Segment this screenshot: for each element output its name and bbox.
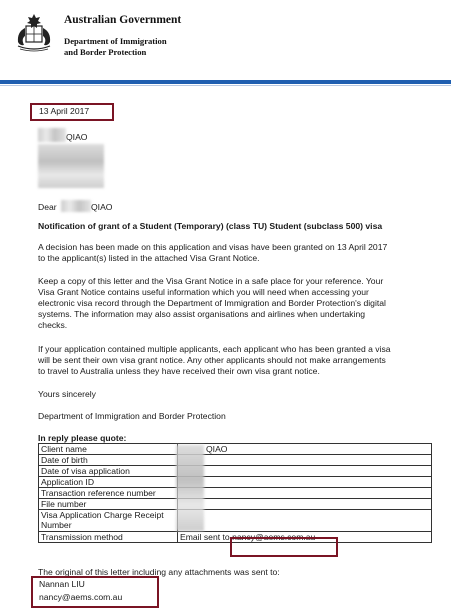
table-row: [39, 466, 432, 477]
paragraph-decision: [38, 242, 438, 264]
row-value: [178, 455, 432, 466]
reply-reference-table: [38, 443, 432, 543]
row-value: [178, 477, 432, 488]
sent-to-text: The original of this letter including any attachments was sent to:: [38, 567, 280, 577]
table-row: [39, 510, 432, 532]
row-label: Date of visa application: [39, 466, 178, 477]
closing: Yours sincerely: [38, 389, 96, 399]
row-value: [178, 444, 432, 455]
paragraph-line: will be sent their own visa grant notice. Any other applicants should not make arrangements: [38, 355, 386, 365]
row-label: Client name: [39, 444, 178, 455]
redacted-table-values: [176, 445, 204, 531]
row-value: [178, 466, 432, 477]
redacted-address: [38, 144, 104, 188]
row-label: Visa Application Charge Receipt Number: [39, 510, 178, 532]
header-rule-secondary: [0, 85, 451, 86]
table-row: [39, 499, 432, 510]
paragraph-line: checks.: [38, 320, 68, 330]
paragraph-line: If your application contained multiple applicants, each applicant who has been granted a visa: [38, 344, 391, 354]
row-label: Date of birth: [39, 455, 178, 466]
transmission-email: nancy@aems.com.au: [232, 532, 316, 542]
department-line-1: Department of Immigration: [64, 36, 167, 46]
signature: Department of Immigration and Border Protection: [38, 411, 226, 421]
salutation: Dear: [38, 202, 57, 212]
department-line-2: and Border Protection: [64, 47, 147, 57]
transmission-text: Email sent to: [180, 532, 230, 542]
paragraph-multiple-applicants: [38, 344, 438, 377]
row-label: File number: [39, 499, 178, 510]
coat-of-arms-icon: [12, 12, 56, 52]
salutation-surname: QIAO: [91, 202, 113, 212]
paragraph-line: to travel to Australia unless they have received their own visa grant notice.: [38, 366, 320, 376]
row-value: [178, 488, 432, 499]
paragraph-line: systems. The information may also assist organisations and airlines when undertaking: [38, 309, 366, 319]
department-name: [64, 36, 167, 58]
paragraph-line: electronic visa record through the Department of Immigration and Border Protection's digital: [38, 298, 386, 308]
header-rule: [0, 80, 451, 84]
paragraph-line: Visa Grant Notice contains useful information which you will need when accessing your: [38, 287, 369, 297]
row-value: [178, 510, 432, 532]
row-label: Transmission method: [39, 532, 178, 543]
government-name: Australian Government: [64, 14, 182, 26]
letter-subject: Notification of grant of a Student (Temporary) (class TU) Student (subclass 500) visa: [38, 221, 383, 231]
redacted-recipient-name: [38, 128, 66, 142]
row-label: Transaction reference number: [39, 488, 178, 499]
row-value: [178, 499, 432, 510]
recipient-surname: QIAO: [66, 132, 88, 142]
letter-date: 13 April 2017: [39, 106, 90, 116]
sent-to-email: nancy@aems.com.au: [39, 592, 123, 602]
row-label: Application ID: [39, 477, 178, 488]
sent-to-name: Nannan LIU: [39, 579, 85, 589]
table-row: [39, 455, 432, 466]
letterhead: [0, 0, 451, 78]
reply-heading: In reply please quote:: [38, 433, 127, 443]
client-name-value: QIAO: [206, 444, 228, 454]
paragraph-keep-copy: [38, 276, 438, 331]
table-row: [39, 444, 432, 455]
table-row: [39, 488, 432, 499]
paragraph-line: Keep a copy of this letter and the Visa Grant Notice in a safe place for your reference. Your: [38, 276, 384, 286]
redacted-salutation-name: [61, 200, 91, 212]
paragraph-line: to the applicant(s) listed in the attached Visa Grant Notice.: [38, 253, 260, 263]
paragraph-line: A decision has been made on this application and visas have been granted on 13 April 2017: [38, 242, 388, 252]
table-row: [39, 477, 432, 488]
email-highlight-box: [230, 537, 338, 557]
